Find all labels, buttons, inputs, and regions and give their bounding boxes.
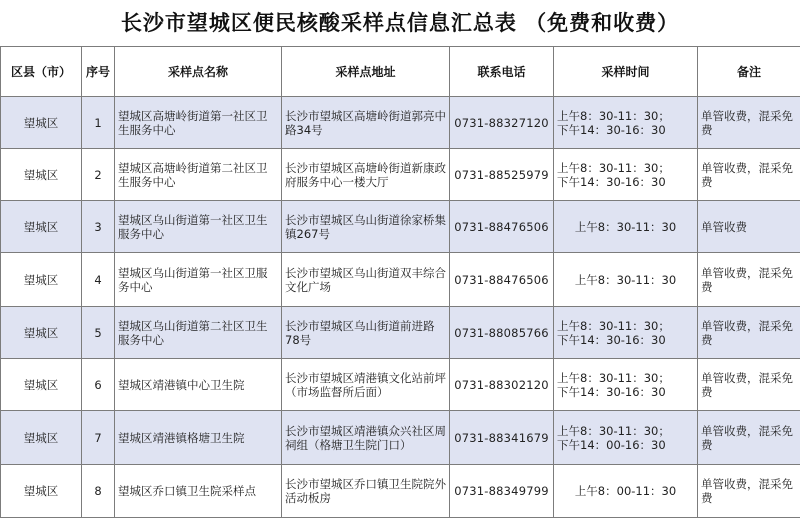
cell-phone: 0731-88476506 — [450, 253, 554, 307]
cell-district: 望城区 — [1, 359, 82, 411]
table-header-row — [1, 47, 800, 97]
table-row — [1, 307, 800, 359]
cell-district: 望城区 — [1, 253, 82, 307]
cell-phone: 0731-88476506 — [450, 201, 554, 253]
header-note: 备注 — [698, 47, 800, 97]
table-row — [1, 359, 800, 411]
sampling-points-table — [0, 46, 800, 518]
cell-note: 单管收费，混采免费 — [698, 465, 800, 518]
cell-district: 望城区 — [1, 201, 82, 253]
cell-no: 6 — [82, 359, 115, 411]
time-line: 上午8：30-11：30； — [557, 319, 694, 333]
cell-time — [554, 411, 698, 465]
cell-no: 4 — [82, 253, 115, 307]
cell-note: 单管收费，混采免费 — [698, 359, 800, 411]
cell-note: 单管收费，混采免费 — [698, 149, 800, 201]
cell-no: 3 — [82, 201, 115, 253]
cell-phone: 0731-88302120 — [450, 359, 554, 411]
cell-district: 望城区 — [1, 149, 82, 201]
cell-phone: 0731-88327120 — [450, 97, 554, 149]
cell-note: 单管收费，混采免费 — [698, 411, 800, 465]
cell-phone: 0731-88525979 — [450, 149, 554, 201]
time-line: 上午8：30-11：30； — [557, 109, 694, 123]
time-line: 下午14：00-16：30 — [557, 438, 694, 452]
cell-address: 长沙市望城区乔口镇卫生院院外活动板房 — [282, 465, 450, 518]
cell-time — [554, 201, 698, 253]
table-row — [1, 411, 800, 465]
time-line: 上午8：30-11：30； — [557, 371, 694, 385]
cell-name: 望城区高塘岭街道第二社区卫生服务中心 — [115, 149, 282, 201]
cell-name: 望城区靖港镇中心卫生院 — [115, 359, 282, 411]
cell-address: 长沙市望城区乌山街道双丰综合文化广场 — [282, 253, 450, 307]
cell-phone: 0731-88341679 — [450, 411, 554, 465]
cell-address: 长沙市望城区乌山街道徐家桥集镇267号 — [282, 201, 450, 253]
time-line: 上午8：30-11：30； — [557, 424, 694, 438]
cell-district: 望城区 — [1, 465, 82, 518]
cell-no: 7 — [82, 411, 115, 465]
cell-no: 8 — [82, 465, 115, 518]
cell-time — [554, 149, 698, 201]
cell-name: 望城区乌山街道第一社区卫服务中心 — [115, 253, 282, 307]
cell-address: 长沙市望城区靖港镇文化站前坪（市场监督所后面） — [282, 359, 450, 411]
cell-address: 长沙市望城区高塘岭街道新康政府服务中心一楼大厅 — [282, 149, 450, 201]
header-name: 采样点名称 — [115, 47, 282, 97]
cell-phone: 0731-88349799 — [450, 465, 554, 518]
cell-time — [554, 307, 698, 359]
header-phone: 联系电话 — [450, 47, 554, 97]
cell-name: 望城区靖港镇格塘卫生院 — [115, 411, 282, 465]
header-district: 区县（市） — [1, 47, 82, 97]
cell-name: 望城区乌山街道第二社区卫生服务中心 — [115, 307, 282, 359]
cell-time — [554, 97, 698, 149]
time-line: 下午14：30-16：30 — [557, 123, 694, 137]
cell-no: 5 — [82, 307, 115, 359]
cell-name: 望城区乔口镇卫生院采样点 — [115, 465, 282, 518]
table-row — [1, 97, 800, 149]
cell-time — [554, 359, 698, 411]
cell-district: 望城区 — [1, 411, 82, 465]
time-line: 上午8：30-11：30； — [557, 161, 694, 175]
cell-address: 长沙市望城区高塘岭街道郭亮中路34号 — [282, 97, 450, 149]
table-row — [1, 253, 800, 307]
cell-note: 单管收费，混采免费 — [698, 97, 800, 149]
time-line: 下午14：30-16：30 — [557, 333, 694, 347]
cell-note: 单管收费，混采免费 — [698, 253, 800, 307]
time-line: 下午14：30-16：30 — [557, 385, 694, 399]
table-row — [1, 465, 800, 518]
header-address: 采样点地址 — [282, 47, 450, 97]
cell-time — [554, 253, 698, 307]
cell-name: 望城区高塘岭街道第一社区卫生服务中心 — [115, 97, 282, 149]
table-row — [1, 149, 800, 201]
cell-address: 长沙市望城区乌山街道前进路78号 — [282, 307, 450, 359]
page-title: 长沙市望城区便民核酸采样点信息汇总表 （免费和收费） — [0, 0, 800, 46]
table-row — [1, 201, 800, 253]
time-line: 上午8：00-11：30 — [557, 484, 694, 498]
cell-address: 长沙市望城区靖港镇众兴社区周祠组（格塘卫生院门口） — [282, 411, 450, 465]
cell-district: 望城区 — [1, 307, 82, 359]
cell-no: 1 — [82, 97, 115, 149]
cell-time — [554, 465, 698, 518]
cell-note: 单管收费 — [698, 201, 800, 253]
cell-no: 2 — [82, 149, 115, 201]
cell-phone: 0731-88085766 — [450, 307, 554, 359]
time-line: 上午8：30-11：30 — [557, 220, 694, 234]
time-line: 下午14：30-16：30 — [557, 175, 694, 189]
cell-name: 望城区乌山街道第一社区卫生服务中心 — [115, 201, 282, 253]
header-time: 采样时间 — [554, 47, 698, 97]
cell-note: 单管收费，混采免费 — [698, 307, 800, 359]
header-no: 序号 — [82, 47, 115, 97]
time-line: 上午8：30-11：30 — [557, 273, 694, 287]
cell-district: 望城区 — [1, 97, 82, 149]
